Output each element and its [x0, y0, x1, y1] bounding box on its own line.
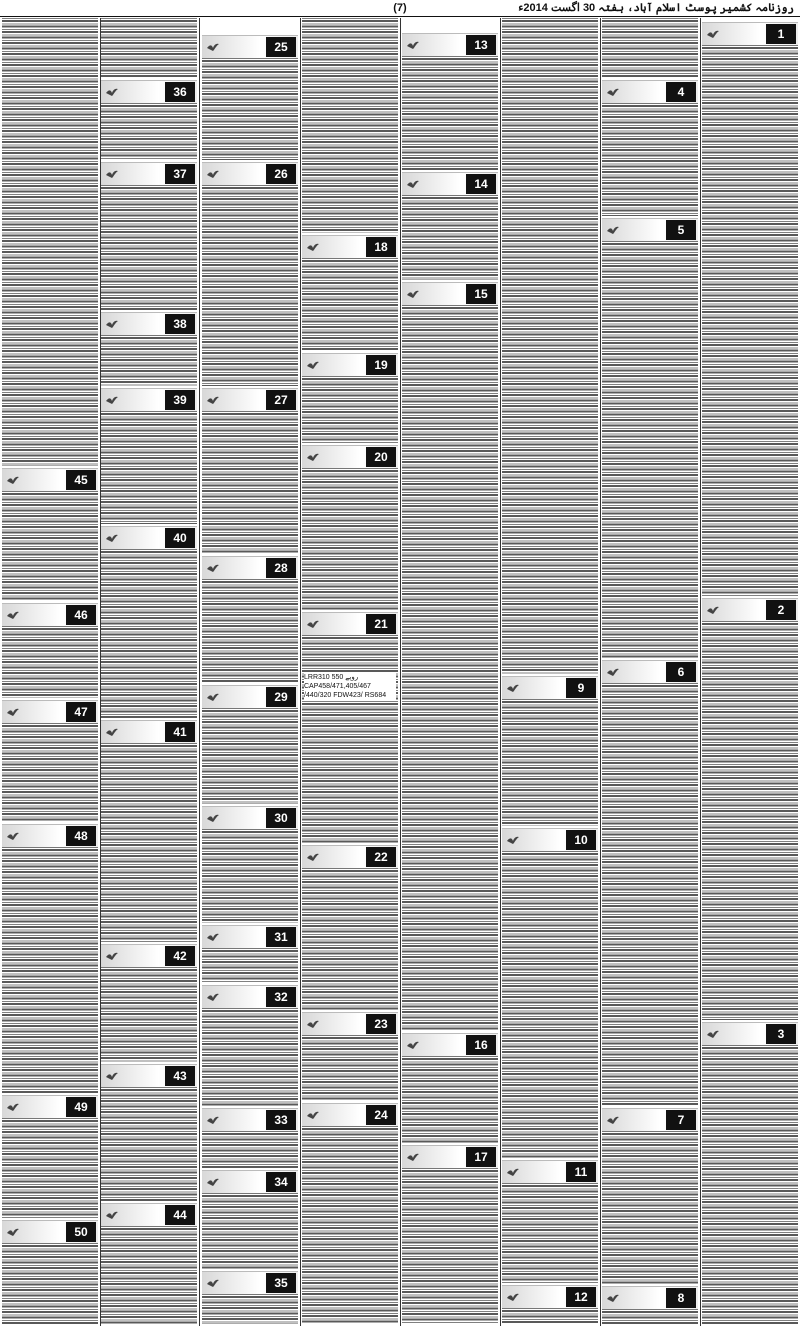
item-header-bar	[602, 80, 698, 104]
news-text-block	[2, 1243, 98, 1324]
news-text-block	[502, 851, 598, 1158]
news-text-block	[602, 1309, 698, 1324]
bird-icon	[206, 1276, 220, 1290]
bird-icon	[105, 85, 119, 99]
continued-news-item	[502, 18, 598, 674]
news-text-block	[2, 847, 98, 1093]
bird-icon	[206, 811, 220, 825]
news-item	[101, 312, 197, 386]
news-text-block	[202, 1008, 298, 1106]
news-item	[302, 612, 398, 843]
news-item	[602, 1286, 698, 1324]
news-item	[2, 468, 98, 601]
bird-icon	[105, 725, 119, 739]
column-divider	[700, 18, 701, 1326]
bird-icon	[306, 450, 320, 464]
item-header-bar	[402, 1033, 498, 1057]
item-header-bar	[101, 1203, 197, 1227]
news-item	[702, 1022, 798, 1324]
news-text-block	[602, 103, 698, 216]
item-number-badge: 23	[366, 1014, 396, 1034]
news-text-block	[202, 1131, 298, 1168]
news-column	[702, 18, 798, 1326]
news-text-block	[302, 468, 398, 610]
bird-icon	[206, 40, 220, 54]
news-text-block	[101, 185, 197, 310]
bird-icon	[6, 705, 20, 719]
bird-icon	[306, 358, 320, 372]
bird-icon	[506, 681, 520, 695]
continued-news-item	[101, 18, 197, 78]
bird-icon	[706, 603, 720, 617]
news-item	[2, 1095, 98, 1218]
news-item	[202, 685, 298, 804]
news-text-block	[302, 258, 398, 351]
news-text-block	[602, 18, 698, 78]
item-header-bar	[402, 1145, 498, 1169]
item-number-badge: 13	[466, 35, 496, 55]
news-text-block	[402, 1168, 498, 1324]
news-item	[2, 700, 98, 822]
news-text-block	[2, 1118, 98, 1218]
news-text-block	[502, 18, 598, 674]
bird-icon	[6, 473, 20, 487]
item-header-bar	[2, 824, 98, 848]
news-item	[402, 282, 498, 1031]
news-text-block	[702, 45, 798, 596]
news-item	[302, 1012, 398, 1101]
news-item	[2, 603, 98, 698]
news-text-block	[602, 241, 698, 658]
news-text-block	[2, 491, 98, 601]
news-text-block	[602, 683, 698, 1106]
news-column	[602, 18, 698, 1326]
item-header-bar	[202, 685, 298, 709]
news-text-block	[402, 1056, 498, 1143]
item-header-bar	[202, 925, 298, 949]
bird-icon	[6, 608, 20, 622]
news-text-block	[101, 103, 197, 160]
news-item	[302, 445, 398, 610]
case-reference-lines	[304, 673, 396, 700]
item-number-badge: 15	[466, 284, 496, 304]
item-number-badge: 45	[66, 470, 96, 490]
bird-icon	[105, 1208, 119, 1222]
item-number-badge: 26	[266, 164, 296, 184]
bird-icon	[606, 1291, 620, 1305]
item-number-badge: 50	[66, 1222, 96, 1242]
item-header-bar	[602, 660, 698, 684]
item-number-badge: 18	[366, 237, 396, 257]
news-text-block	[702, 1045, 798, 1324]
bird-icon	[506, 1165, 520, 1179]
news-item	[202, 806, 298, 923]
bird-icon	[206, 990, 220, 1004]
news-text-block	[202, 579, 298, 683]
news-item	[2, 1220, 98, 1324]
news-item	[602, 218, 698, 658]
news-item	[202, 556, 298, 683]
bird-icon	[406, 38, 420, 52]
news-text-block	[502, 699, 598, 826]
item-number-badge: 3	[766, 1024, 796, 1044]
item-header-bar	[502, 1285, 598, 1309]
item-header-bar	[2, 1095, 98, 1119]
news-item	[502, 1160, 598, 1283]
item-number-badge: 42	[165, 946, 195, 966]
news-item	[402, 1145, 498, 1324]
item-number-badge: 49	[66, 1097, 96, 1117]
news-item	[602, 80, 698, 216]
news-item	[302, 235, 398, 351]
item-header-bar	[101, 388, 197, 412]
item-header-bar	[602, 1286, 698, 1310]
bird-icon	[105, 1069, 119, 1083]
bird-icon	[6, 829, 20, 843]
news-item	[202, 162, 298, 386]
news-text-block	[202, 58, 298, 160]
news-item	[2, 824, 98, 1093]
bird-icon	[6, 1225, 20, 1239]
item-number-badge: 33	[266, 1110, 296, 1130]
item-header-bar	[101, 526, 197, 550]
item-number-badge: 34	[266, 1172, 296, 1192]
bird-icon	[506, 833, 520, 847]
item-header-bar	[302, 445, 398, 469]
news-item	[202, 1170, 298, 1269]
item-header-bar	[302, 1012, 398, 1036]
item-number-badge: 41	[165, 722, 195, 742]
news-text-block	[602, 1131, 698, 1284]
item-header-bar	[101, 80, 197, 104]
item-header-bar	[101, 720, 197, 744]
bird-icon	[306, 1108, 320, 1122]
item-header-bar	[202, 1108, 298, 1132]
bird-icon	[6, 1100, 20, 1114]
news-column	[502, 18, 598, 1326]
news-item	[101, 526, 197, 718]
news-text-block	[2, 626, 98, 698]
item-number-badge: 21	[366, 614, 396, 634]
item-header-bar	[202, 1170, 298, 1194]
item-header-bar	[2, 1220, 98, 1244]
news-text-block	[101, 1226, 197, 1324]
item-header-bar	[101, 944, 197, 968]
news-item	[402, 33, 498, 170]
news-text-block	[2, 18, 98, 466]
item-number-badge: 38	[165, 314, 195, 334]
item-number-badge: 17	[466, 1147, 496, 1167]
news-text-block	[202, 1294, 298, 1324]
news-text-block	[101, 411, 197, 524]
item-number-badge: 1	[766, 24, 796, 44]
column-divider	[600, 18, 601, 1326]
bird-icon	[105, 317, 119, 331]
bird-icon	[105, 531, 119, 545]
bird-icon	[105, 393, 119, 407]
news-column	[101, 18, 197, 1326]
news-item	[202, 985, 298, 1106]
item-number-badge: 12	[566, 1287, 596, 1307]
item-header-bar	[502, 828, 598, 852]
news-item	[202, 35, 298, 160]
bird-icon	[206, 393, 220, 407]
item-number-badge: 24	[366, 1105, 396, 1125]
bird-icon	[206, 930, 220, 944]
item-header-bar	[502, 1160, 598, 1184]
masthead: روزنامہ کشمیر پوسٹ اسلام آباد، ہفتہ 30 اگست 2014ء	[518, 2, 794, 14]
bird-icon	[706, 27, 720, 41]
news-item	[202, 388, 298, 554]
news-text-block	[302, 376, 398, 443]
news-item	[602, 1108, 698, 1284]
item-header-bar	[302, 612, 398, 636]
item-number-badge: 9	[566, 678, 596, 698]
news-item	[101, 944, 197, 1062]
item-number-badge: 20	[366, 447, 396, 467]
item-number-badge: 48	[66, 826, 96, 846]
item-number-badge: 31	[266, 927, 296, 947]
item-header-bar	[2, 700, 98, 724]
news-item	[702, 598, 798, 1020]
item-header-bar	[602, 1108, 698, 1132]
item-number-badge: 46	[66, 605, 96, 625]
news-item	[502, 1285, 598, 1324]
bird-icon	[105, 949, 119, 963]
bird-icon	[406, 1038, 420, 1052]
item-header-bar	[202, 388, 298, 412]
news-item	[502, 676, 598, 826]
item-number-badge: 7	[666, 1110, 696, 1130]
news-item	[101, 80, 197, 160]
news-text-block	[101, 743, 197, 942]
continued-news-item	[2, 18, 98, 466]
news-text-block	[2, 723, 98, 822]
item-number-badge: 32	[266, 987, 296, 1007]
news-item	[502, 828, 598, 1158]
bird-icon	[606, 665, 620, 679]
news-text-block	[302, 1126, 398, 1324]
news-text-block	[402, 195, 498, 280]
item-number-badge: 25	[266, 37, 296, 57]
bird-icon	[506, 1290, 520, 1304]
page-number: (7)	[393, 2, 407, 14]
news-column	[2, 18, 98, 1326]
column-divider	[500, 18, 501, 1326]
item-header-bar	[702, 22, 798, 46]
item-number-badge: 37	[165, 164, 195, 184]
bird-icon	[306, 240, 320, 254]
news-text-block	[202, 411, 298, 554]
item-number-badge: 30	[266, 808, 296, 828]
item-header-bar	[302, 235, 398, 259]
column-divider	[100, 18, 101, 1326]
page-header	[0, 0, 800, 17]
item-number-badge: 28	[266, 558, 296, 578]
item-number-badge: 2	[766, 600, 796, 620]
item-header-bar	[202, 35, 298, 59]
item-number-badge: 27	[266, 390, 296, 410]
bird-icon	[606, 1113, 620, 1127]
news-item	[402, 172, 498, 280]
news-item	[101, 1203, 197, 1324]
news-item	[202, 1271, 298, 1324]
item-number-badge: 19	[366, 355, 396, 375]
news-text-block	[302, 868, 398, 1010]
column-divider	[300, 18, 301, 1326]
item-header-bar	[402, 282, 498, 306]
item-number-badge: 10	[566, 830, 596, 850]
continued-news-item	[302, 18, 398, 233]
item-number-badge: 11	[566, 1162, 596, 1182]
bird-icon	[706, 1027, 720, 1041]
item-header-bar	[402, 172, 498, 196]
item-number-badge: 47	[66, 702, 96, 722]
news-text-block	[101, 549, 197, 718]
news-text-block	[101, 1087, 197, 1201]
news-text-block	[101, 18, 197, 78]
amount-line: LRR310 550 روپے	[304, 674, 359, 681]
news-item	[602, 660, 698, 1106]
item-header-bar	[602, 218, 698, 242]
item-number-badge: 8	[666, 1288, 696, 1308]
bird-icon	[105, 167, 119, 181]
news-column	[402, 18, 498, 1326]
item-number-badge: 44	[165, 1205, 195, 1225]
item-header-bar	[302, 845, 398, 869]
item-number-badge: 4	[666, 82, 696, 102]
item-header-bar	[302, 1103, 398, 1127]
item-header-bar	[702, 1022, 798, 1046]
news-text-block	[202, 829, 298, 923]
item-number-badge: 6	[666, 662, 696, 682]
news-item	[101, 1064, 197, 1201]
news-item	[101, 162, 197, 310]
item-header-bar	[302, 353, 398, 377]
news-column	[202, 18, 298, 1326]
item-header-bar	[202, 806, 298, 830]
item-number-badge: 35	[266, 1273, 296, 1293]
case-refs-line: CAP458/471,405/467 /440/320 FDW423/ RS684	[304, 683, 387, 699]
news-text-block	[402, 56, 498, 170]
bird-icon	[606, 85, 620, 99]
item-header-bar	[502, 676, 598, 700]
bird-icon	[606, 223, 620, 237]
news-text-block	[101, 967, 197, 1062]
item-header-bar	[702, 598, 798, 622]
news-text-block	[302, 18, 398, 233]
bird-icon	[306, 617, 320, 631]
bird-icon	[206, 167, 220, 181]
column-divider	[400, 18, 401, 1326]
item-header-bar	[202, 556, 298, 580]
news-text-block	[202, 1193, 298, 1269]
item-number-badge: 40	[165, 528, 195, 548]
bird-icon	[206, 561, 220, 575]
continued-news-item	[602, 18, 698, 78]
news-text-block	[702, 621, 798, 1020]
item-header-bar	[202, 162, 298, 186]
item-number-badge: 14	[466, 174, 496, 194]
item-header-bar	[101, 162, 197, 186]
bird-icon	[206, 1175, 220, 1189]
news-text-block	[302, 635, 398, 843]
item-header-bar	[402, 33, 498, 57]
bird-icon	[406, 177, 420, 191]
item-number-badge: 5	[666, 220, 696, 240]
item-number-badge: 29	[266, 687, 296, 707]
bird-icon	[306, 850, 320, 864]
bird-icon	[306, 1017, 320, 1031]
item-number-badge: 22	[366, 847, 396, 867]
news-item	[202, 1108, 298, 1168]
news-item	[302, 353, 398, 443]
item-header-bar	[2, 468, 98, 492]
item-number-badge: 43	[165, 1066, 195, 1086]
news-item	[302, 845, 398, 1010]
news-text-block	[202, 948, 298, 983]
item-header-bar	[202, 1271, 298, 1295]
news-text-block	[101, 335, 197, 386]
item-number-badge: 39	[165, 390, 195, 410]
news-item	[202, 925, 298, 983]
news-item	[101, 388, 197, 524]
bird-icon	[406, 287, 420, 301]
item-header-bar	[202, 985, 298, 1009]
item-number-badge: 16	[466, 1035, 496, 1055]
news-item	[702, 22, 798, 596]
news-text-block	[502, 1183, 598, 1283]
item-header-bar	[101, 312, 197, 336]
bird-icon	[206, 1113, 220, 1127]
news-column	[302, 18, 398, 1326]
news-item	[101, 720, 197, 942]
item-header-bar	[101, 1064, 197, 1088]
news-text-block	[202, 708, 298, 804]
column-divider	[199, 18, 200, 1326]
item-number-badge: 36	[165, 82, 195, 102]
bird-icon	[406, 1150, 420, 1164]
news-text-block	[202, 185, 298, 386]
bird-icon	[206, 690, 220, 704]
news-text-block	[302, 1035, 398, 1101]
news-item	[302, 1103, 398, 1324]
news-text-block	[502, 1308, 598, 1324]
news-text-block	[402, 305, 498, 1031]
item-header-bar	[2, 603, 98, 627]
news-item	[402, 1033, 498, 1143]
